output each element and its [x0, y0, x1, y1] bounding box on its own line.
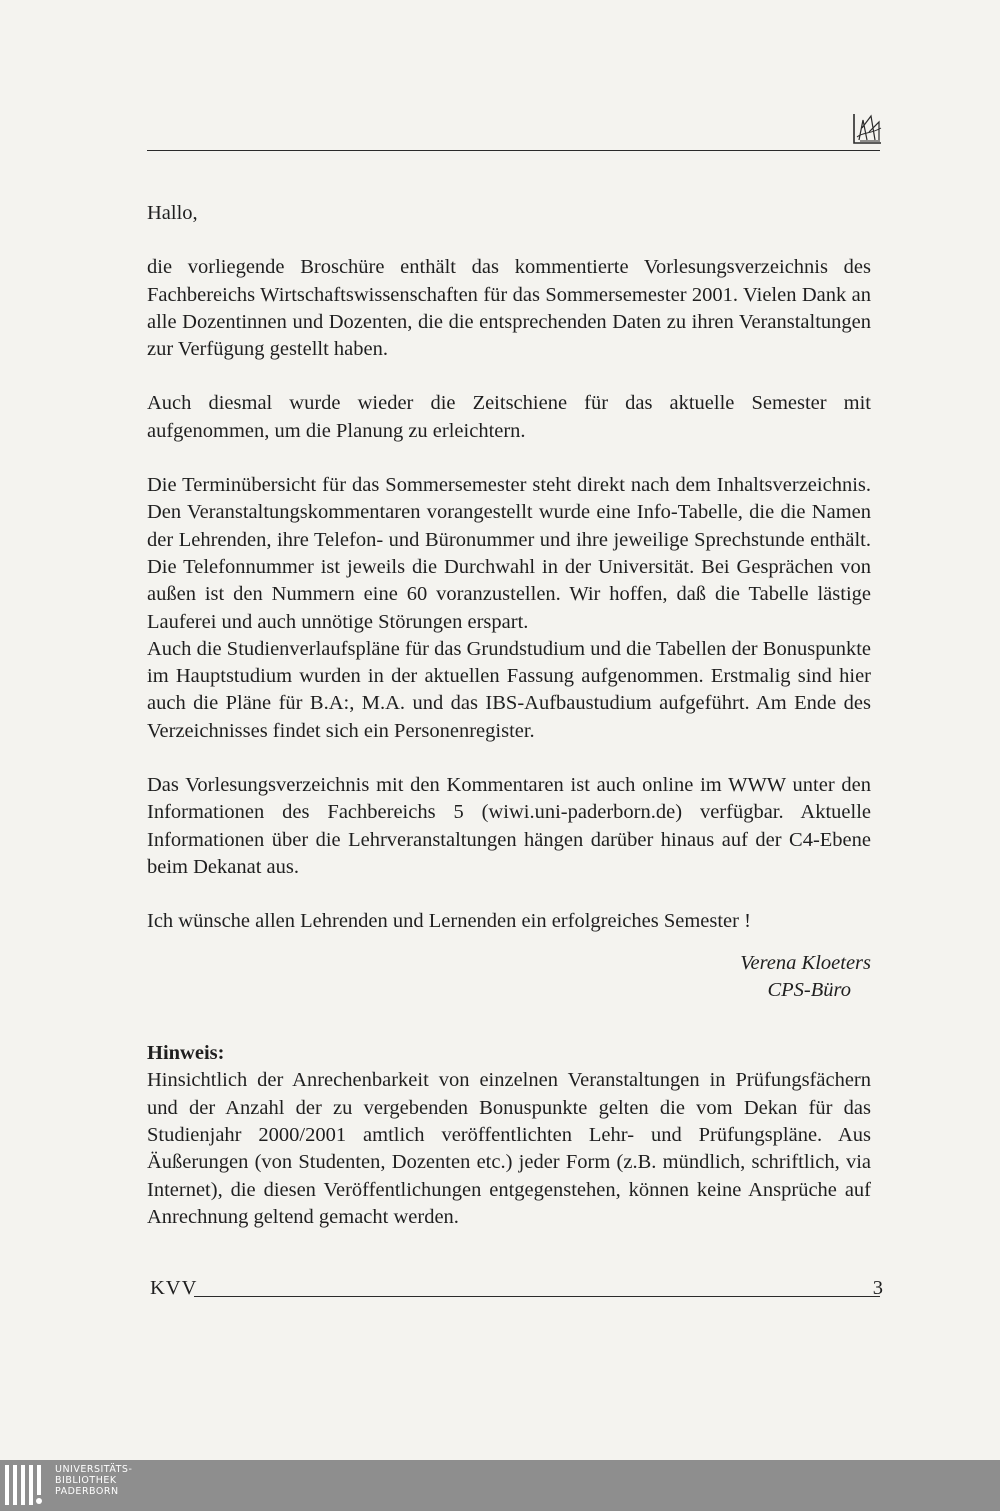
- faculty-logo-icon: [851, 110, 885, 146]
- note-heading: Hinweis:: [147, 1042, 225, 1065]
- greeting: Hallo,: [147, 202, 198, 224]
- paragraph-schedule: Die Terminübersicht für das Sommersemester steht direkt nach dem Inhaltsverzeichnis. Den Veranstaltungskommentaren vorangestellt wurde eine Info-Tabelle, die die Namen der Lehrenden, ihre Telefon- und Büronummer und ihre jeweilige Sprechstunde enthält. Die Telefonnummer ist jeweils die Durchwahl in der Universität. Bei Gesprächen von außen ist den Nummern eine 60 voranzustellen. Wir hoffen, daß die Tabelle lästige Lauferei und auch unnötige Störungen erspart.: [147, 474, 871, 633]
- library-line-3: PADERBORN: [55, 1486, 119, 1497]
- library-bar: [0, 1460, 1000, 1511]
- page-number: 3: [872, 1277, 883, 1299]
- footer-label: KVV: [150, 1277, 198, 1299]
- paragraph-online: Das Vorlesungsverzeichnis mit den Kommentaren ist auch online im WWW unter den Informationen des Fachbereichs 5 (wiwi.uni-paderborn.de) verfügbar. Aktuelle Informationen über die Lehrveranstaltungen hängen darüber hinaus auf der C4-Ebene beim Dekanat aus.: [147, 774, 871, 878]
- signature-name: Verena Kloeters: [740, 951, 871, 974]
- signature-title: CPS-Büro: [767, 978, 851, 1001]
- library-line-2: BIBLIOTHEK: [55, 1475, 117, 1486]
- library-bars-icon: [5, 1465, 49, 1505]
- paragraph-brochure: die vorliegende Broschüre enthält das kommentierte Vorlesungsverzeichnis des Fachbereichs Wirtschaftswissenschaften für das Sommersemester 2001. Vielen Dank an alle Dozentinnen und Dozenten, die die entsprechenden Daten zu ihren Veranstaltungen zur Verfügung gestellt haben.: [147, 256, 871, 361]
- paragraph-study-plans: Auch die Studienverlaufspläne für das Grundstudium und die Tabellen der Bonuspunkte im Hauptstudium wurden in der aktuellen Fassung aufgenommen. Erstmalig sind hier auch die Pläne für B.A:, M.A. und das IBS-Aufbaustudium aufgeführt. Am Ende des Verzeichnisses findet sich ein Personenregister.: [147, 637, 871, 742]
- letter-body: [147, 200, 871, 1231]
- paragraph-wishes: Ich wünsche allen Lehrenden und Lernenden ein erfolgreiches Semester !: [147, 910, 751, 933]
- footer-rule: [194, 1296, 880, 1297]
- signature: [147, 950, 871, 1005]
- header-rule: [147, 150, 880, 151]
- note-text: Hinsichtlich der Anrechenbarkeit von einzelnen Veranstaltungen in Prüfungsfächern und der Anzahl der zu vergebenden Bonuspunkte gelten die vom Dekan für das Studienjahr 2000/2001 amtlich veröffentlichten Lehr- und Prüfungspläne. Aus Äußerungen (von Studenten, Dozenten etc.) jeder Form (z.B. mündlich, schriftlich, via Internet), die diesen Veröffentlichungen entgegenstehen, können keine Ansprüche auf Anrechnung geltend gemacht werden.: [147, 1069, 871, 1228]
- library-line-1: UNIVERSITÄTS-: [55, 1464, 133, 1475]
- library-name: [55, 1464, 132, 1497]
- paragraph-timeline: Auch diesmal wurde wieder die Zeitschiene für das aktuelle Semester mit aufgenommen, um die Planung zu erleichtern.: [147, 392, 871, 442]
